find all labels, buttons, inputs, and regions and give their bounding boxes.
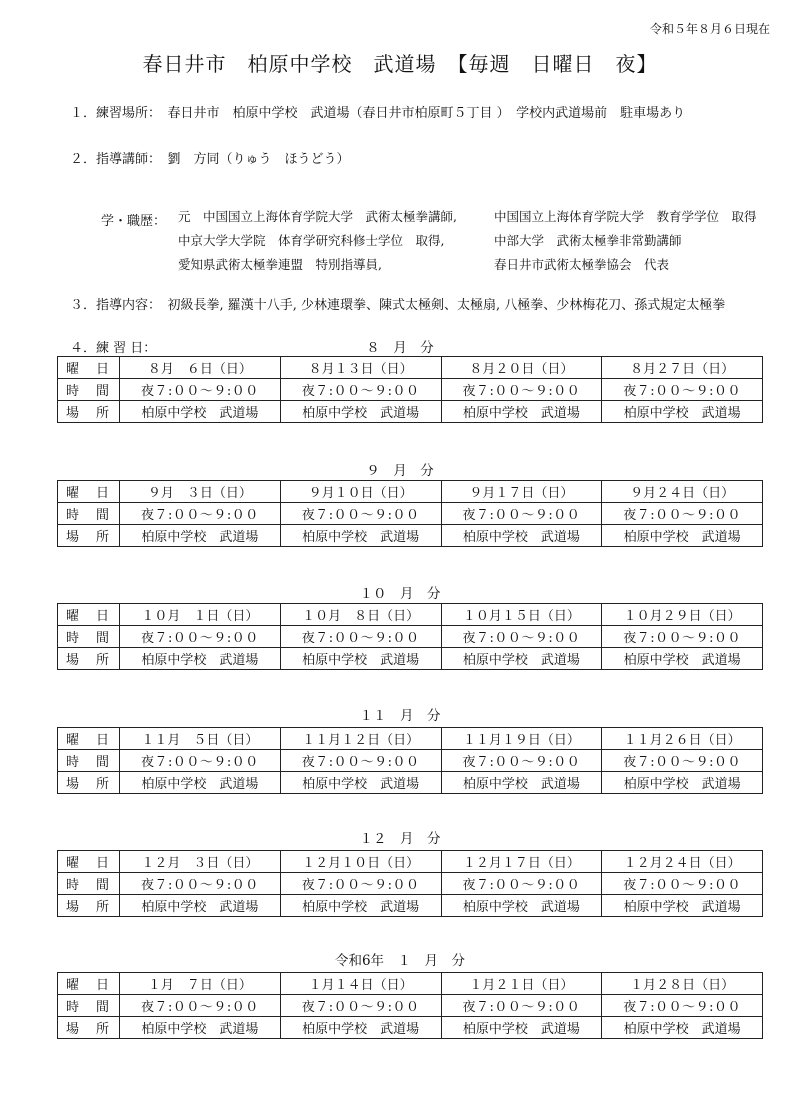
time-cell: 夜７:００～９:００ [441,750,602,772]
time-cell: 夜７:００～９:００ [602,626,763,648]
section-practice-days: ４．練 習 日： [70,341,157,356]
table-row [58,604,763,626]
row-label-day: 曜 日 [58,357,120,379]
page-title: 春日井市 柏原中学校 武道場 【毎週 日曜日 夜】 [142,52,658,76]
table-row [58,750,763,772]
month-schedule-table [57,727,763,794]
time-cell: 夜７:００～９:００ [602,995,763,1017]
date-cell: １１月１２日（日） [280,728,441,750]
date-cell: １１月２６日（日） [602,728,763,750]
time-cell: 夜７:００～９:００ [441,626,602,648]
place-cell: 柏原中学校 武道場 [120,895,281,917]
row-label-place: 場 所 [58,525,120,547]
time-cell: 夜７:００～９:００ [280,503,441,525]
row-label-time: 時 間 [58,503,120,525]
place-cell: 柏原中学校 武道場 [120,401,281,423]
date-cell: １０月 １日（日） [120,604,281,626]
time-cell: 夜７:００～９:００ [441,995,602,1017]
place-cell: 柏原中学校 武道場 [280,895,441,917]
date-cell: １月 ７日（日） [120,973,281,995]
row-label-time: 時 間 [58,626,120,648]
time-cell: 夜７:００～９:００ [120,873,281,895]
table-row [58,973,763,995]
time-cell: 夜７:００～９:００ [280,626,441,648]
date-cell: ９月１０日（日） [280,481,441,503]
row-label-day: 曜 日 [58,728,120,750]
table-row [58,525,763,547]
place-cell: 柏原中学校 武道場 [441,772,602,794]
place-cell: 柏原中学校 武道場 [280,772,441,794]
place-cell: 柏原中学校 武道場 [602,525,763,547]
career-item: 中国国立上海体育学院大学 教育学学位 取得 [494,209,757,224]
table-row [58,873,763,895]
table-row [58,995,763,1017]
time-cell: 夜７:００～９:００ [120,995,281,1017]
place-cell: 柏原中学校 武道場 [441,401,602,423]
table-row [58,401,763,423]
career-row [178,253,757,277]
place-cell: 柏原中学校 武道場 [120,525,281,547]
row-label-time: 時 間 [58,750,120,772]
time-cell: 夜７:００～９:００ [602,750,763,772]
time-cell: 夜７:００～９:００ [441,503,602,525]
place-cell: 柏原中学校 武道場 [441,1017,602,1039]
career-row [178,205,757,229]
career-item: 中京大学大学院 体育学研究科修士学位 取得, [178,233,445,248]
month-heading: １１ 月 分 [359,708,441,724]
date-cell: ８月２０日（日） [441,357,602,379]
place-cell: 柏原中学校 武道場 [120,1017,281,1039]
date-cell: ９月１７日（日） [441,481,602,503]
date-cell: １月２８日（日） [602,973,763,995]
date-cell: １２月２４日（日） [602,851,763,873]
date-cell: １月１４日（日） [280,973,441,995]
date-cell: ８月２７日（日） [602,357,763,379]
date-cell: １２月 ３日（日） [120,851,281,873]
time-cell: 夜７:００～９:００ [280,750,441,772]
place-cell: 柏原中学校 武道場 [280,1017,441,1039]
career-item: 春日井市武術太極拳協会 代表 [494,257,670,272]
table-row [58,728,763,750]
date-cell: １０月２９日（日） [602,604,763,626]
career-list [178,205,757,277]
time-cell: 夜７:００～９:００ [120,750,281,772]
table-row [58,1017,763,1039]
time-cell: 夜７:００～９:００ [602,503,763,525]
date-cell: １２月１０日（日） [280,851,441,873]
date-cell: ９月２４日（日） [602,481,763,503]
date-cell: ８月１３日（日） [280,357,441,379]
table-row [58,357,763,379]
row-label-day: 曜 日 [58,973,120,995]
row-label-place: 場 所 [58,895,120,917]
month-schedule-table [57,972,763,1039]
row-label-place: 場 所 [58,401,120,423]
place-cell: 柏原中学校 武道場 [441,525,602,547]
time-cell: 夜７:００～９:００ [120,379,281,401]
place-cell: 柏原中学校 武道場 [602,648,763,670]
row-label-day: 曜 日 [58,481,120,503]
date-cell: ８月 ６日（日） [120,357,281,379]
row-label-place: 場 所 [58,1017,120,1039]
row-label-time: 時 間 [58,873,120,895]
career-item: 元 中国国立上海体育学院大学 武術太極拳講師, [178,209,457,224]
place-cell: 柏原中学校 武道場 [602,401,763,423]
table-row [58,503,763,525]
date-cell: １１月 ５日（日） [120,728,281,750]
place-cell: 柏原中学校 武道場 [280,401,441,423]
time-cell: 夜７:００～９:００ [120,626,281,648]
row-label-time: 時 間 [58,379,120,401]
month-schedule-table [57,603,763,670]
time-cell: 夜７:００～９:００ [280,995,441,1017]
month-schedule-table [57,480,763,547]
month-heading: 令和6年 １ 月 分 [334,953,466,969]
practice-place: １．練習場所： 春日井市 柏原中学校 武道場（春日井市柏原町５丁目 ） 学校内武道場前 駐車場あり [70,106,686,121]
row-label-place: 場 所 [58,772,120,794]
table-row [58,648,763,670]
row-label-day: 曜 日 [58,604,120,626]
month-schedule-table [57,356,763,423]
place-cell: 柏原中学校 武道場 [441,648,602,670]
career-item: 愛知県武術太極拳連盟 特別指導員, [178,257,382,272]
career-row [178,229,757,253]
table-row [58,379,763,401]
instructor: ２．指導講師： 劉 方同（りゅう ほうどう） [70,152,350,167]
date-cell: １０月 ８日（日） [280,604,441,626]
table-row [58,895,763,917]
table-row [58,626,763,648]
month-heading: １０ 月 分 [359,586,441,602]
place-cell: 柏原中学校 武道場 [602,772,763,794]
place-cell: 柏原中学校 武道場 [602,895,763,917]
date-cell: １０月１５日（日） [441,604,602,626]
date-cell: ９月 ３日（日） [120,481,281,503]
row-label-day: 曜 日 [58,851,120,873]
place-cell: 柏原中学校 武道場 [602,1017,763,1039]
career-item: 中部大学 武術太極拳非常勤講師 [494,233,682,248]
place-cell: 柏原中学校 武道場 [120,648,281,670]
month-heading: ９ 月 分 [366,463,434,479]
time-cell: 夜７:００～９:００ [441,379,602,401]
row-label-time: 時 間 [58,995,120,1017]
time-cell: 夜７:００～９:００ [602,873,763,895]
table-row [58,481,763,503]
time-cell: 夜７:００～９:００ [280,379,441,401]
career-label: 学・職歴： [101,214,167,229]
place-cell: 柏原中学校 武道場 [441,895,602,917]
time-cell: 夜７:００～９:００ [120,503,281,525]
row-label-place: 場 所 [58,648,120,670]
date-cell: １月２１日（日） [441,973,602,995]
lesson-content: ３．指導内容： 初級長拳, 羅漢十八手, 少林連環拳、陳式太極剣、太極扇, 八極拳、少林梅花刀、孫式規定太極拳 [70,298,726,313]
as-of-date: 令和５年８月６日現在 [649,22,770,36]
time-cell: 夜７:００～９:００ [602,379,763,401]
table-row [58,851,763,873]
month-heading: １２ 月 分 [359,831,441,847]
place-cell: 柏原中学校 武道場 [120,772,281,794]
place-cell: 柏原中学校 武道場 [280,648,441,670]
date-cell: １１月１９日（日） [441,728,602,750]
table-row [58,772,763,794]
month-schedule-table [57,850,763,917]
time-cell: 夜７:００～９:００ [280,873,441,895]
place-cell: 柏原中学校 武道場 [280,525,441,547]
time-cell: 夜７:００～９:００ [441,873,602,895]
date-cell: １２月１７日（日） [441,851,602,873]
month-heading: ８ 月 分 [366,340,434,356]
